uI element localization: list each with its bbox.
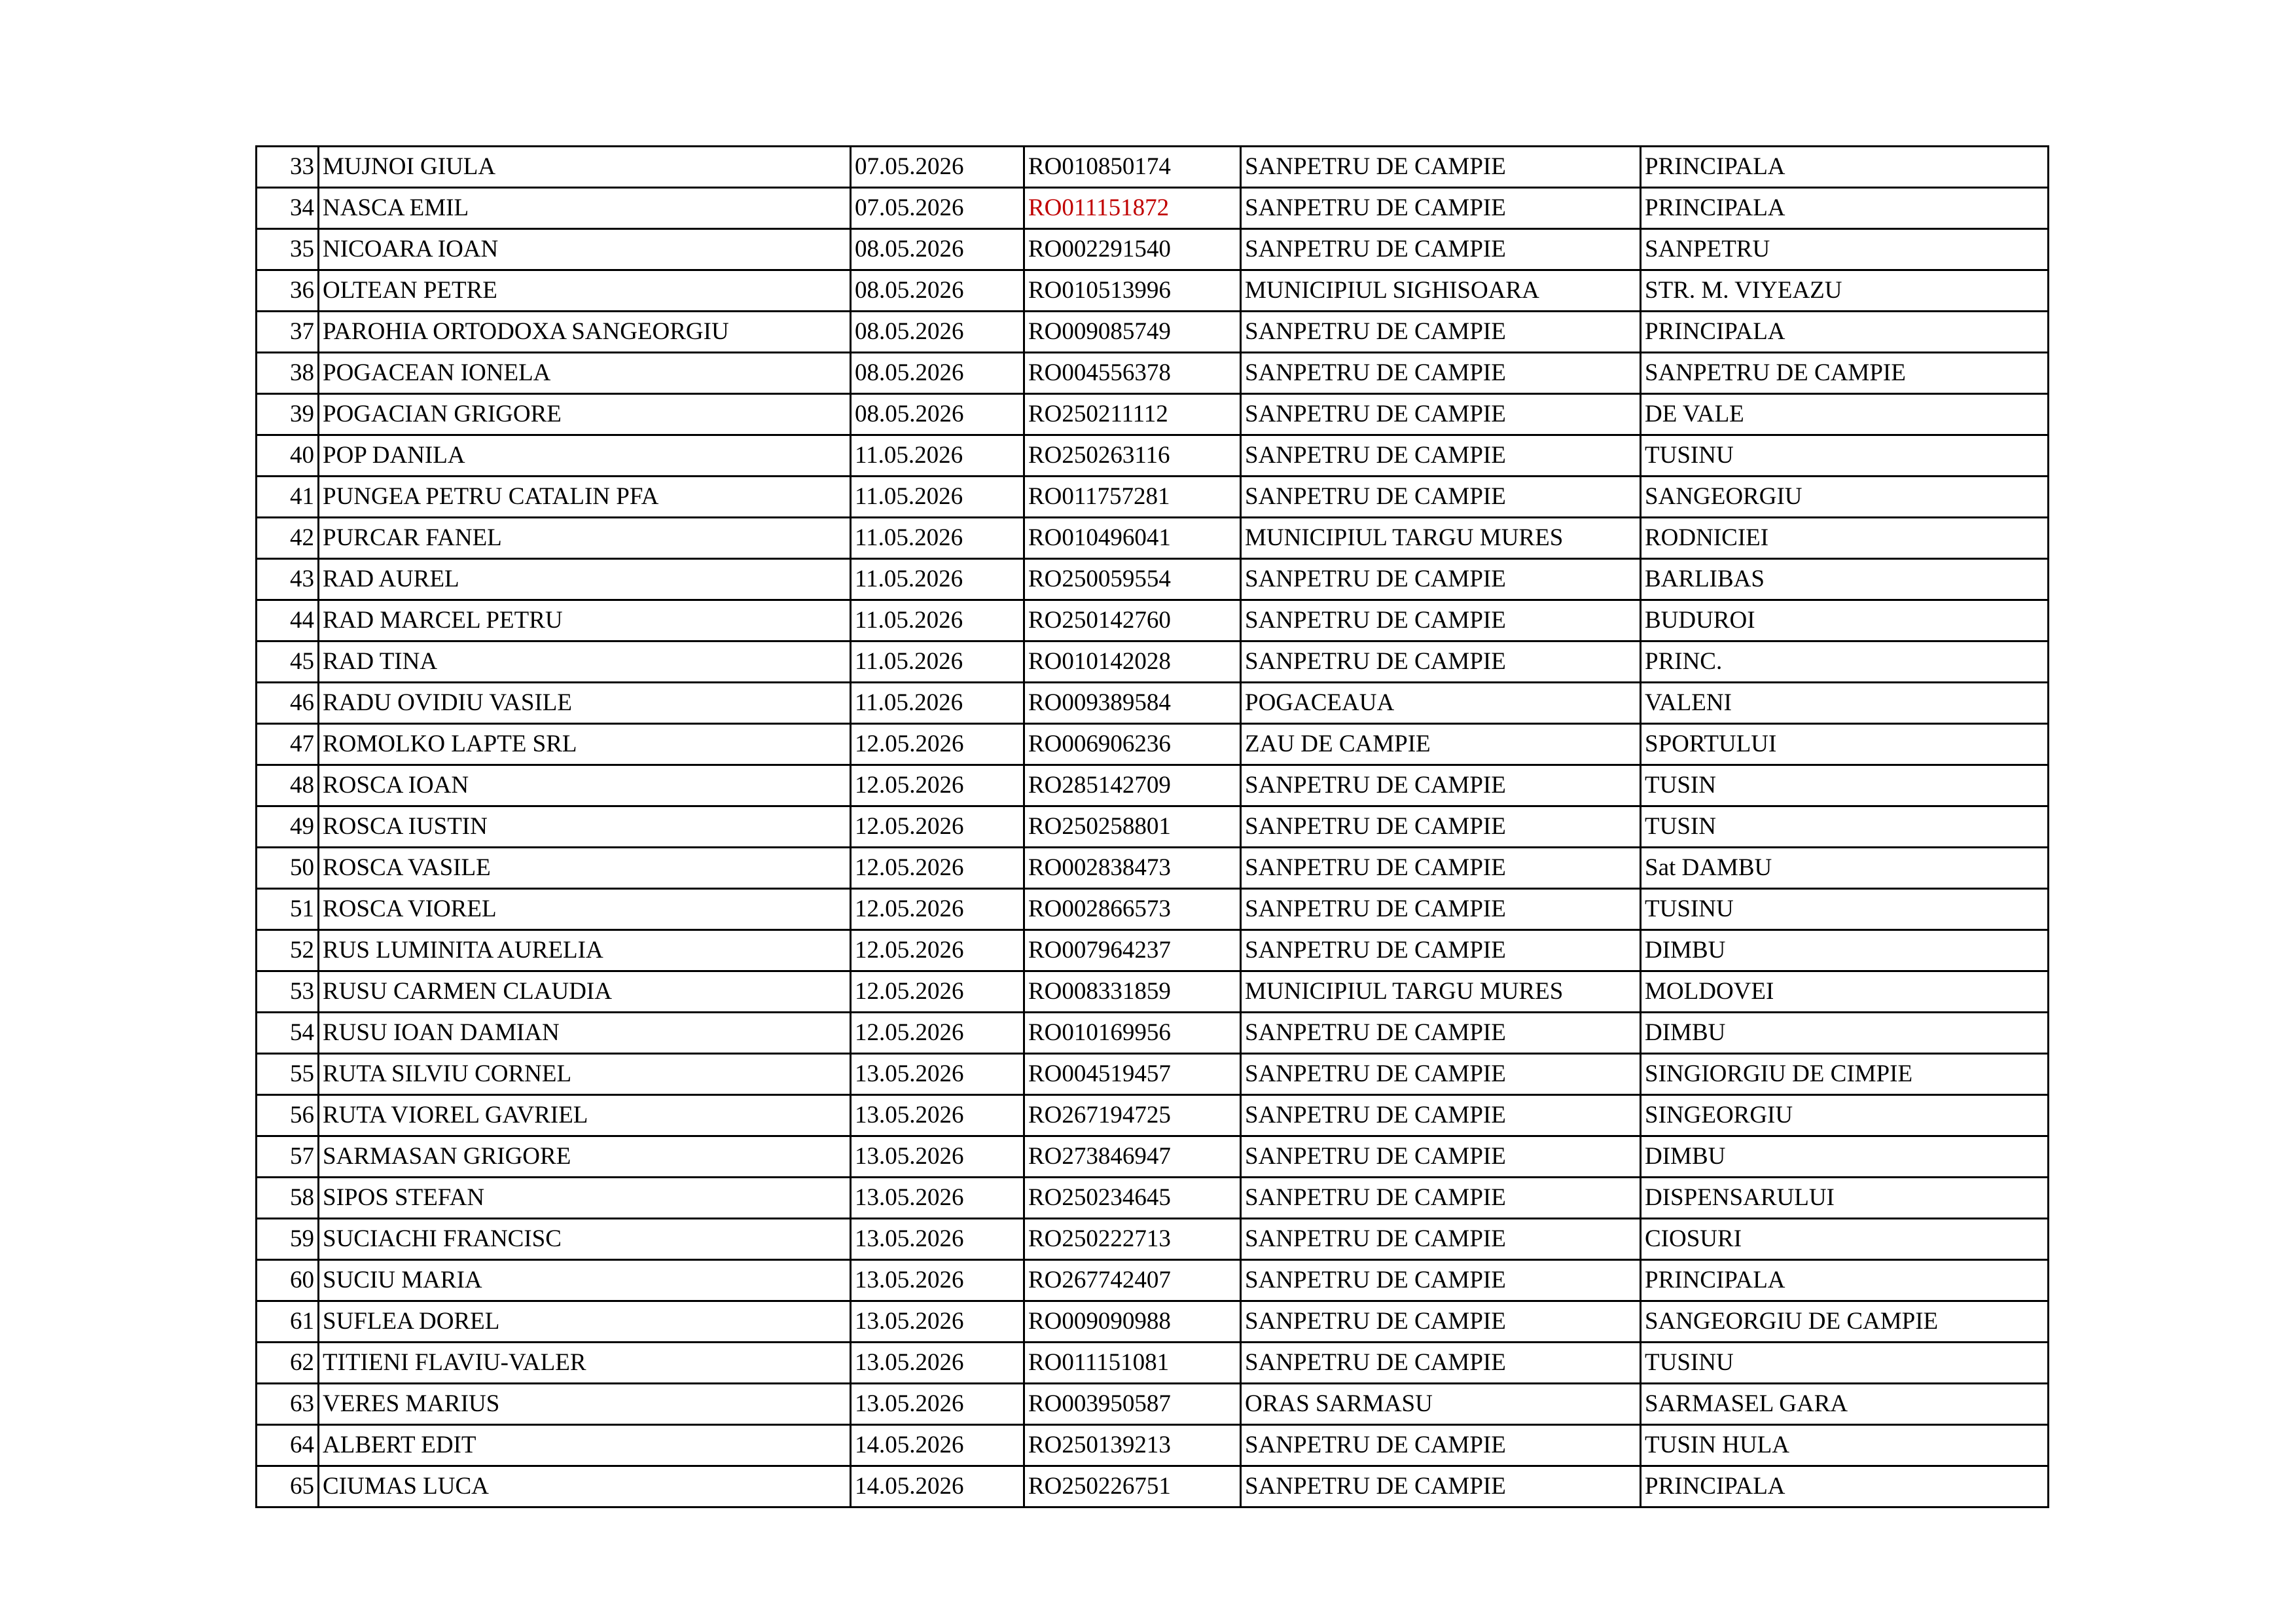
row-code: RO004519457: [1024, 1054, 1241, 1095]
registry-table-body: [257, 147, 2049, 1507]
row-date: 13.05.2026: [851, 1219, 1024, 1260]
row-street: TUSIN HULA: [1641, 1425, 2049, 1466]
row-code: RO267194725: [1024, 1095, 1241, 1136]
table-row: [257, 1425, 2049, 1466]
row-index: 44: [257, 600, 319, 641]
row-street: DIMBU: [1641, 930, 2049, 971]
row-code: RO010496041: [1024, 518, 1241, 559]
row-street: SINGIORGIU DE CIMPIE: [1641, 1054, 2049, 1095]
row-code: RO250226751: [1024, 1466, 1241, 1507]
row-street: PRINCIPALA: [1641, 1260, 2049, 1301]
row-index: 57: [257, 1136, 319, 1178]
row-date: 12.05.2026: [851, 930, 1024, 971]
row-code: RO273846947: [1024, 1136, 1241, 1178]
row-index: 46: [257, 683, 319, 724]
row-name: ROSCA VASILE: [319, 848, 851, 889]
row-code: RO006906236: [1024, 724, 1241, 765]
row-locality: SANPETRU DE CAMPIE: [1241, 889, 1641, 930]
row-street: STR. M. VIYEAZU: [1641, 270, 2049, 312]
row-locality: SANPETRU DE CAMPIE: [1241, 435, 1641, 477]
table-row: [257, 1219, 2049, 1260]
row-index: 55: [257, 1054, 319, 1095]
row-street: SANPETRU: [1641, 229, 2049, 270]
row-locality: SANPETRU DE CAMPIE: [1241, 1260, 1641, 1301]
row-date: 08.05.2026: [851, 353, 1024, 394]
row-name: MUJNOI GIULA: [319, 147, 851, 188]
row-date: 11.05.2026: [851, 477, 1024, 518]
row-date: 12.05.2026: [851, 765, 1024, 806]
row-name: RAD MARCEL PETRU: [319, 600, 851, 641]
row-index: 50: [257, 848, 319, 889]
row-index: 53: [257, 971, 319, 1013]
row-street: PRINCIPALA: [1641, 188, 2049, 229]
row-date: 08.05.2026: [851, 312, 1024, 353]
row-code: RO008331859: [1024, 971, 1241, 1013]
row-street: TUSINU: [1641, 435, 2049, 477]
row-name: ALBERT EDIT: [319, 1425, 851, 1466]
row-index: 49: [257, 806, 319, 848]
registry-table: [255, 145, 2049, 1508]
row-street: SANPETRU DE CAMPIE: [1641, 353, 2049, 394]
row-street: VALENI: [1641, 683, 2049, 724]
row-code: RO011151081: [1024, 1343, 1241, 1384]
table-row: [257, 1301, 2049, 1343]
row-index: 52: [257, 930, 319, 971]
row-date: 13.05.2026: [851, 1260, 1024, 1301]
row-street: SINGEORGIU: [1641, 1095, 2049, 1136]
row-code: RO250234645: [1024, 1178, 1241, 1219]
row-name: SUCIACHI FRANCISC: [319, 1219, 851, 1260]
row-name: VERES MARIUS: [319, 1384, 851, 1425]
row-name: SUFLEA DOREL: [319, 1301, 851, 1343]
row-name: SUCIU MARIA: [319, 1260, 851, 1301]
row-name: NICOARA IOAN: [319, 229, 851, 270]
row-code: RO004556378: [1024, 353, 1241, 394]
row-index: 36: [257, 270, 319, 312]
row-date: 14.05.2026: [851, 1425, 1024, 1466]
row-index: 61: [257, 1301, 319, 1343]
row-street: SPORTULUI: [1641, 724, 2049, 765]
row-locality: SANPETRU DE CAMPIE: [1241, 641, 1641, 683]
row-code: RO009389584: [1024, 683, 1241, 724]
row-name: POGACEAN IONELA: [319, 353, 851, 394]
row-locality: SANPETRU DE CAMPIE: [1241, 600, 1641, 641]
row-index: 35: [257, 229, 319, 270]
table-row: [257, 1095, 2049, 1136]
row-date: 13.05.2026: [851, 1301, 1024, 1343]
table-row: [257, 518, 2049, 559]
row-index: 40: [257, 435, 319, 477]
row-street: MOLDOVEI: [1641, 971, 2049, 1013]
row-name: OLTEAN PETRE: [319, 270, 851, 312]
table-row: [257, 477, 2049, 518]
row-name: CIUMAS LUCA: [319, 1466, 851, 1507]
row-street: DISPENSARULUI: [1641, 1178, 2049, 1219]
row-locality: SANPETRU DE CAMPIE: [1241, 1095, 1641, 1136]
row-name: ROSCA IUSTIN: [319, 806, 851, 848]
row-street: TUSIN: [1641, 765, 2049, 806]
row-locality: SANPETRU DE CAMPIE: [1241, 1466, 1641, 1507]
table-row: [257, 188, 2049, 229]
row-locality: SANPETRU DE CAMPIE: [1241, 394, 1641, 435]
row-locality: SANPETRU DE CAMPIE: [1241, 848, 1641, 889]
row-date: 12.05.2026: [851, 848, 1024, 889]
row-locality: SANPETRU DE CAMPIE: [1241, 1301, 1641, 1343]
row-date: 11.05.2026: [851, 600, 1024, 641]
row-code: RO267742407: [1024, 1260, 1241, 1301]
row-locality: SANPETRU DE CAMPIE: [1241, 1178, 1641, 1219]
row-street: SANGEORGIU: [1641, 477, 2049, 518]
row-name: NASCA EMIL: [319, 188, 851, 229]
row-code: RO250059554: [1024, 559, 1241, 600]
row-index: 39: [257, 394, 319, 435]
table-row: [257, 1013, 2049, 1054]
row-date: 13.05.2026: [851, 1178, 1024, 1219]
row-street: PRINC.: [1641, 641, 2049, 683]
table-row: [257, 559, 2049, 600]
row-name: RADU OVIDIU VASILE: [319, 683, 851, 724]
row-locality: SANPETRU DE CAMPIE: [1241, 1013, 1641, 1054]
row-date: 11.05.2026: [851, 435, 1024, 477]
row-code: RO011151872: [1024, 188, 1241, 229]
row-name: RUSU CARMEN CLAUDIA: [319, 971, 851, 1013]
row-street: TUSINU: [1641, 1343, 2049, 1384]
row-index: 59: [257, 1219, 319, 1260]
row-code: RO250258801: [1024, 806, 1241, 848]
row-name: SARMASAN GRIGORE: [319, 1136, 851, 1178]
row-locality: SANPETRU DE CAMPIE: [1241, 1136, 1641, 1178]
row-date: 11.05.2026: [851, 518, 1024, 559]
table-row: [257, 848, 2049, 889]
table-row: [257, 889, 2049, 930]
row-index: 47: [257, 724, 319, 765]
row-date: 13.05.2026: [851, 1343, 1024, 1384]
row-locality: SANPETRU DE CAMPIE: [1241, 1219, 1641, 1260]
row-name: RAD AUREL: [319, 559, 851, 600]
row-code: RO010850174: [1024, 147, 1241, 188]
table-row: [257, 435, 2049, 477]
table-row: [257, 765, 2049, 806]
row-code: RO002866573: [1024, 889, 1241, 930]
row-street: DE VALE: [1641, 394, 2049, 435]
row-street: DIMBU: [1641, 1136, 2049, 1178]
row-code: RO009090988: [1024, 1301, 1241, 1343]
row-street: CIOSURI: [1641, 1219, 2049, 1260]
row-street: Sat DAMBU: [1641, 848, 2049, 889]
table-row: [257, 1343, 2049, 1384]
row-index: 48: [257, 765, 319, 806]
row-name: SIPOS STEFAN: [319, 1178, 851, 1219]
row-street: PRINCIPALA: [1641, 1466, 2049, 1507]
row-index: 45: [257, 641, 319, 683]
row-index: 37: [257, 312, 319, 353]
row-name: PUNGEA PETRU CATALIN PFA: [319, 477, 851, 518]
row-name: ROSCA IOAN: [319, 765, 851, 806]
row-locality: POGACEAUA: [1241, 683, 1641, 724]
row-locality: SANPETRU DE CAMPIE: [1241, 188, 1641, 229]
row-index: 65: [257, 1466, 319, 1507]
table-row: [257, 806, 2049, 848]
row-date: 08.05.2026: [851, 270, 1024, 312]
row-date: 11.05.2026: [851, 683, 1024, 724]
row-locality: MUNICIPIUL SIGHISOARA: [1241, 270, 1641, 312]
row-index: 43: [257, 559, 319, 600]
row-street: TUSINU: [1641, 889, 2049, 930]
row-locality: MUNICIPIUL TARGU MURES: [1241, 971, 1641, 1013]
row-street: SARMASEL GARA: [1641, 1384, 2049, 1425]
row-locality: SANPETRU DE CAMPIE: [1241, 559, 1641, 600]
row-name: POP DANILA: [319, 435, 851, 477]
row-code: RO285142709: [1024, 765, 1241, 806]
row-locality: SANPETRU DE CAMPIE: [1241, 229, 1641, 270]
row-code: RO002838473: [1024, 848, 1241, 889]
table-row: [257, 229, 2049, 270]
row-index: 42: [257, 518, 319, 559]
table-row: [257, 1054, 2049, 1095]
row-date: 11.05.2026: [851, 559, 1024, 600]
row-index: 34: [257, 188, 319, 229]
row-name: TITIENI FLAVIU-VALER: [319, 1343, 851, 1384]
row-street: BUDUROI: [1641, 600, 2049, 641]
row-code: RO010142028: [1024, 641, 1241, 683]
row-index: 56: [257, 1095, 319, 1136]
row-street: PRINCIPALA: [1641, 147, 2049, 188]
row-name: RUTA SILVIU CORNEL: [319, 1054, 851, 1095]
table-row: [257, 1466, 2049, 1507]
row-code: RO250139213: [1024, 1425, 1241, 1466]
row-locality: SANPETRU DE CAMPIE: [1241, 1425, 1641, 1466]
row-date: 08.05.2026: [851, 394, 1024, 435]
row-date: 12.05.2026: [851, 806, 1024, 848]
row-code: RO250142760: [1024, 600, 1241, 641]
row-name: ROMOLKO LAPTE SRL: [319, 724, 851, 765]
row-date: 08.05.2026: [851, 229, 1024, 270]
row-street: SANGEORGIU DE CAMPIE: [1641, 1301, 2049, 1343]
row-date: 07.05.2026: [851, 147, 1024, 188]
row-index: 41: [257, 477, 319, 518]
row-locality: SANPETRU DE CAMPIE: [1241, 765, 1641, 806]
row-date: 13.05.2026: [851, 1054, 1024, 1095]
row-code: RO002291540: [1024, 229, 1241, 270]
row-date: 07.05.2026: [851, 188, 1024, 229]
table-row: [257, 270, 2049, 312]
row-street: RODNICIEI: [1641, 518, 2049, 559]
row-locality: SANPETRU DE CAMPIE: [1241, 806, 1641, 848]
row-locality: ORAS SARMASU: [1241, 1384, 1641, 1425]
registry-table-wrapper: [255, 145, 1996, 1508]
row-name: RUSU IOAN DAMIAN: [319, 1013, 851, 1054]
row-index: 60: [257, 1260, 319, 1301]
row-index: 64: [257, 1425, 319, 1466]
row-code: RO010169956: [1024, 1013, 1241, 1054]
table-row: [257, 312, 2049, 353]
row-code: RO250222713: [1024, 1219, 1241, 1260]
table-row: [257, 1178, 2049, 1219]
row-name: RAD TINA: [319, 641, 851, 683]
table-row: [257, 1136, 2049, 1178]
table-row: [257, 930, 2049, 971]
table-row: [257, 353, 2049, 394]
row-name: ROSCA VIOREL: [319, 889, 851, 930]
row-code: RO007964237: [1024, 930, 1241, 971]
table-row: [257, 600, 2049, 641]
table-row: [257, 641, 2049, 683]
table-row: [257, 724, 2049, 765]
row-code: RO011757281: [1024, 477, 1241, 518]
row-index: 54: [257, 1013, 319, 1054]
row-date: 12.05.2026: [851, 889, 1024, 930]
row-name: POGACIAN GRIGORE: [319, 394, 851, 435]
row-locality: SANPETRU DE CAMPIE: [1241, 147, 1641, 188]
row-index: 33: [257, 147, 319, 188]
row-street: PRINCIPALA: [1641, 312, 2049, 353]
row-date: 12.05.2026: [851, 724, 1024, 765]
row-index: 58: [257, 1178, 319, 1219]
row-code: RO009085749: [1024, 312, 1241, 353]
row-index: 51: [257, 889, 319, 930]
row-code: RO003950587: [1024, 1384, 1241, 1425]
table-row: [257, 683, 2049, 724]
row-street: BARLIBAS: [1641, 559, 2049, 600]
row-code: RO250211112: [1024, 394, 1241, 435]
table-row: [257, 1260, 2049, 1301]
table-row: [257, 1384, 2049, 1425]
table-row: [257, 147, 2049, 188]
row-locality: SANPETRU DE CAMPIE: [1241, 353, 1641, 394]
row-locality: ZAU DE CAMPIE: [1241, 724, 1641, 765]
row-locality: SANPETRU DE CAMPIE: [1241, 1343, 1641, 1384]
row-street: DIMBU: [1641, 1013, 2049, 1054]
row-date: 12.05.2026: [851, 971, 1024, 1013]
row-date: 12.05.2026: [851, 1013, 1024, 1054]
row-street: TUSIN: [1641, 806, 2049, 848]
row-code: RO250263116: [1024, 435, 1241, 477]
row-date: 11.05.2026: [851, 641, 1024, 683]
row-locality: MUNICIPIUL TARGU MURES: [1241, 518, 1641, 559]
row-locality: SANPETRU DE CAMPIE: [1241, 930, 1641, 971]
row-index: 38: [257, 353, 319, 394]
row-code: RO010513996: [1024, 270, 1241, 312]
row-index: 62: [257, 1343, 319, 1384]
row-name: PAROHIA ORTODOXA SANGEORGIU: [319, 312, 851, 353]
row-date: 13.05.2026: [851, 1095, 1024, 1136]
table-row: [257, 971, 2049, 1013]
row-locality: SANPETRU DE CAMPIE: [1241, 477, 1641, 518]
row-locality: SANPETRU DE CAMPIE: [1241, 312, 1641, 353]
row-locality: SANPETRU DE CAMPIE: [1241, 1054, 1641, 1095]
row-date: 13.05.2026: [851, 1384, 1024, 1425]
row-name: RUS LUMINITA AURELIA: [319, 930, 851, 971]
row-index: 63: [257, 1384, 319, 1425]
row-name: RUTA VIOREL GAVRIEL: [319, 1095, 851, 1136]
row-date: 14.05.2026: [851, 1466, 1024, 1507]
table-row: [257, 394, 2049, 435]
row-name: PURCAR FANEL: [319, 518, 851, 559]
row-date: 13.05.2026: [851, 1136, 1024, 1178]
